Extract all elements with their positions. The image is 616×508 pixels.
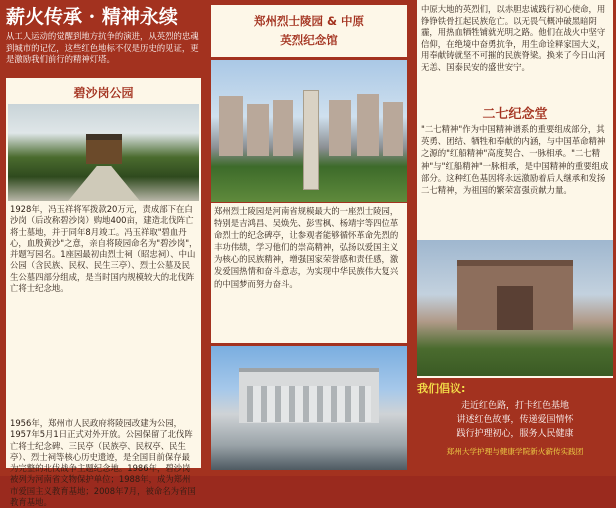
memorial-hall-photo [417,240,613,376]
memorial-hall-entrance [497,286,533,330]
section-body: "二七精神"作为中国精神谱系的重要组成部分，其英勇、团结、牺牲和奉献的内涵，与中国革命精神之源的"红船精神"高度契合、一脉相承。"二七精神"与"红船精神"一脉相承，是中国精神的重要组成部分。这种红色基因将永远激励着后人继承和发扬二七精神，为祖国的繁荣富强贡献力量。 [421,124,609,196]
paragraph-park: 1956年，郑州市人民政府将陵园改建为公园，1957年5月1日正式对外开放。公园保留了北伐阵亡将士纪念碑、三民亭（民族亭、民权亭、民生亭）、烈士祠等核心历史遗迹，是全国目前保存最为完整的北伐战争主题纪念地。1986年，碧沙岗被列为河南省文物保护单位；1988年，成为郑州市爱国主义教育基地；2008年7月，被命名为省国教育基地。 [10,418,196,508]
pledge-line: 践行护理初心，服务人民健康 [456,429,574,439]
cemetery-subtitle: 英烈纪念馆 [280,33,338,47]
cemetery-photo [211,60,407,202]
middle-panel [206,0,412,476]
building [329,100,351,156]
park-path [68,166,140,201]
heroes-text: 中原大地的英烈们，以赤胆忠诚践行初心使命，用铮铮铁骨扛起民族危亡。以无畏气概冲破黑暗阴霾，用热血牺牲铺就光明之路。他们在战火中坚守信仰，在绝境中奋勇抗争，用生命诠释家国大义，用奉献铸就坚不可摧的民族脊梁。换来了今日山河无恙、国泰民安的盛世安宁。 [421,4,606,72]
building [247,104,269,156]
cemetery-title: 郑州烈士陵园 & 中原 [253,14,365,28]
right-panel [412,0,616,476]
museum-columns [247,386,371,422]
building [273,100,293,156]
pledge-title: 我们倡议: [417,382,466,395]
park-gate [86,134,122,164]
footer-credit: 郑州大学护理与健康学院新火薪传实践团 [446,447,584,456]
pledge-section [417,378,613,476]
left-panel [0,0,206,508]
paragraph-history: 1928年，冯玉祥将军拨款20万元，责成部下在白沙岗（后改称碧沙岗）购地400亩，建造北伐阵亡将士墓地，并于同年8月竣工。冯玉祥取"碧血丹心，血殷黄沙"之意，亲自将陵园命名为"碧沙岗"，并题写园名。1座园最初由烈士祠（昭忠祠）、中山公园（含民族、民权、民生三亭）、烈士公墓及民生公墓四部分组成，是当时国内规模较大的北伐阵亡将士纪念地。 [10,204,198,294]
section-title: 二七纪念堂 [482,107,548,122]
building [383,102,403,156]
monument [303,90,319,190]
card-title: 碧沙岗公园 [73,86,134,100]
museum-photo [211,346,407,470]
building [357,94,379,156]
pledge-line: 走近红色路，打卡红色基地 [460,401,569,411]
park-photo [8,104,199,201]
intro-text: 从工人运动的觉醒到地方抗争的演进，从英烈的忠魂到城市的记忆，这些红色地标不仅是历史的见证，更是激励我们前行的精神灯塔。 [6,31,199,65]
cemetery-heading-box [211,5,407,57]
pledge-line: 讲述红色故事，传递爱国情怀 [456,415,574,425]
page-title: 薪火传承 · 精神永续 [6,6,178,28]
cemetery-description: 郑州烈士陵园是河南省规模最大的一座烈士陵园，特别是吉鸿昌、吴焕先、彭雪枫、杨靖宇等四位革命烈士的纪念碑亭，让参观者能够循怀革命先烈的丰功伟绩，学习他们的崇高精神，弘扬以爱国主义为核心的民族精神，增强国家荣誉感和责任感，激发爱国热情和奋斗意志，为实现中华民族伟大复兴的中国梦而努力奋斗。 [211,203,407,343]
building [219,96,243,156]
bishagang-card [6,78,201,508]
